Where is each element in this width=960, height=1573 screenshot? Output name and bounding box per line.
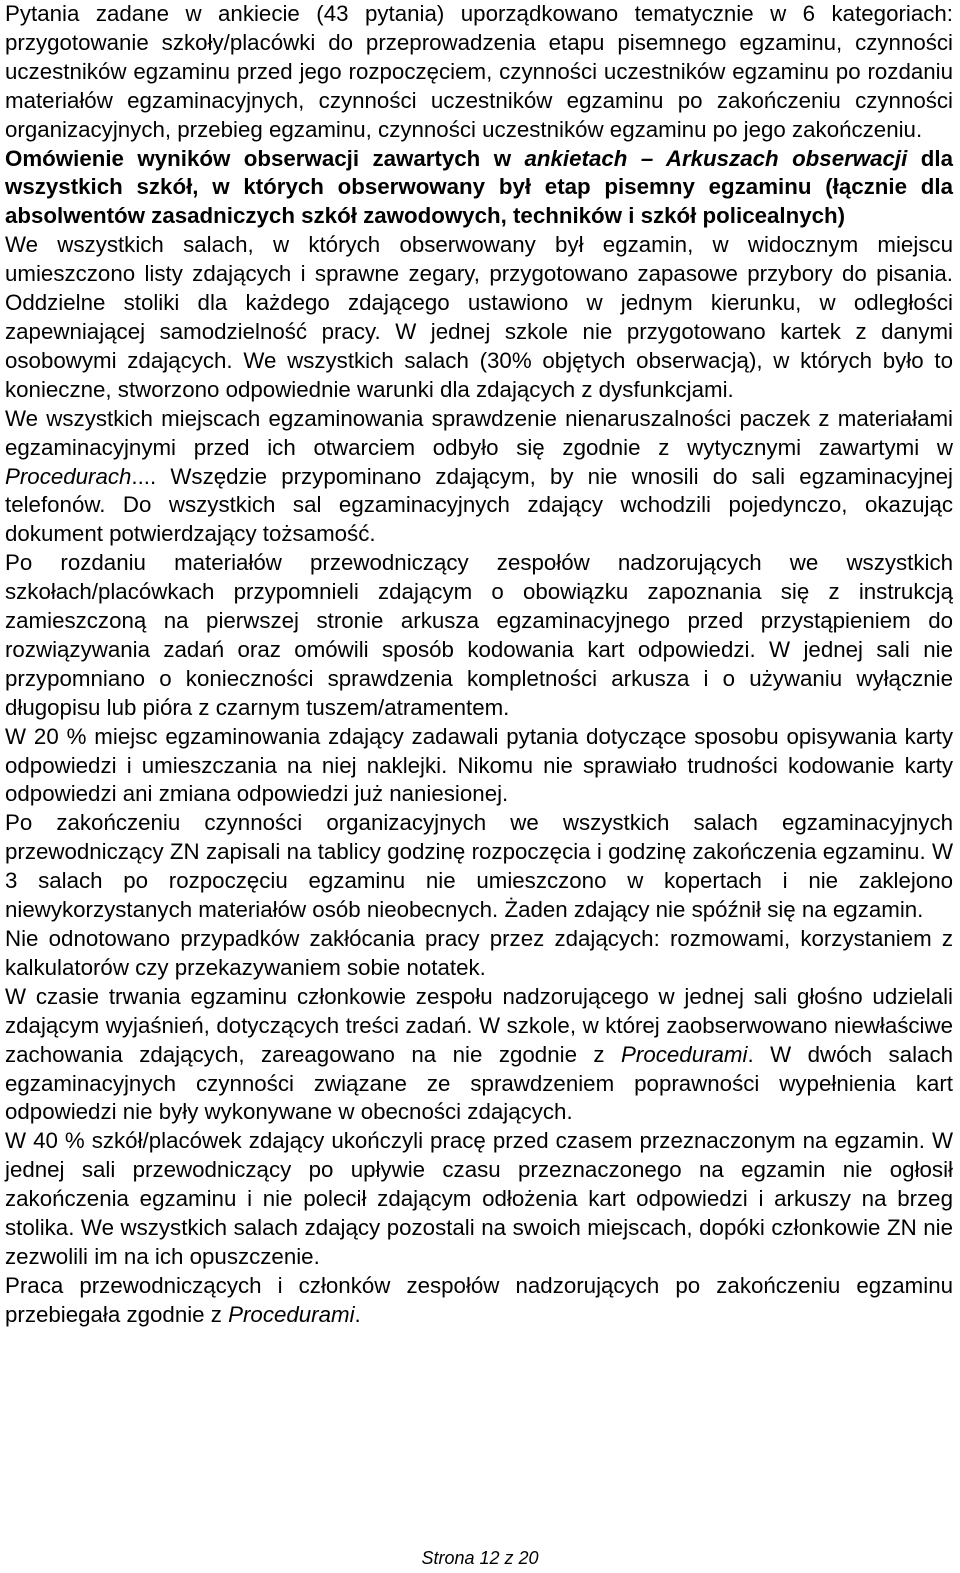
paragraph-packages <box>5 405 953 550</box>
document-body <box>5 0 953 1330</box>
paragraph-summary-text-2: . <box>354 1301 361 1327</box>
heading-text-1: Omówienie wyników obserwacji zawartych w <box>5 145 525 171</box>
paragraph-summary-text-1: Praca przewodniczących i członków zespołów nadzorujących po zakończeniu egzaminu przebiegała zgodnie z <box>5 1272 953 1327</box>
paragraph-summary <box>5 1272 953 1330</box>
paragraph-during-exam <box>5 983 953 1128</box>
heading-italic-text: ankietach – Arkuszach obserwacji <box>524 145 908 171</box>
paragraph-rooms: We wszystkich salach, w których obserwowany był egzamin, w widocznym miejscu umieszczono listy zdających i sprawne zegary, przygotowano zapasowe przybory do pisania. Oddzielne stoliki dla każdego zdającego ustawiono w jednym kierunku, w odległości zapewniającej samodzielność pracy. W jednej szkole nie przygotowano kartek z danymi osobowymi zdających. We wszystkich salach (30% objętych obserwacją), w których było to konieczne, stworzono odpowiednie warunki dla zdających z dysfunkcjami. <box>5 232 953 402</box>
paragraph-during-exam-text-1: W czasie trwania egzaminu członkowie zespołu nadzorującego w jednej sali głośno udzielali zdającym wyjaśnień, dotyczących treści zadań. W szkole, w której zaobserwowano niewłaściwe zachowania zdających, zareagowano na nie zgodnie z <box>5 983 953 1067</box>
paragraph-during-exam-text-2: . W dwóch salach egzaminacyjnych czynności związane ze sprawdzeniem poprawności wypełnienia kart odpowiedzi nie były wykonywane w obecności zdających. <box>5 1041 953 1125</box>
heading-text-2: dla wszystkich szkół, w których obserwowany był etap pisemny egzaminu (łącznie dla absolwentów zasadniczych szkół zawodowych, techników i szkół policealnych) <box>5 145 953 229</box>
paragraph-during-exam-italic: Procedurami <box>621 1041 748 1067</box>
page-number: Strona 12 z 20 <box>421 1548 539 1568</box>
section-heading <box>5 145 953 232</box>
paragraph-organization: Po zakończeniu czynności organizacyjnych we wszystkich salach egzaminacyjnych przewodniczący ZN zapisali na tablicy godzinę rozpoczęcia i godzinę zakończenia egzaminu. W 3 salach po rozpoczęciu egzaminu nie umieszczono w kopertach i nie zaklejono niewykorzystanych materiałów osób nieobecnych. Żaden zdający nie spóźnił się na egzamin. <box>5 810 953 923</box>
paragraph-no-disruption: Nie odnotowano przypadków zakłócania pracy przez zdających: rozmowami, korzystaniem z kalkulatorów czy przekazywaniem sobie notatek. <box>5 926 953 980</box>
paragraph-materials: Po rozdaniu materiałów przewodniczący zespołów nadzorujących we wszystkich szkołach/placówkach przypomnieli zdającym o obowiązku zapoznania się z instrukcją zamieszczoną na pierwszej stronie arkusza egzaminacyjnego przed przystąpieniem do rozwiązywania zadań oraz omówili sposób kodowania kart odpowiedzi. W jednej sali nie przypomniano o konieczności sprawdzenia kompletności arkusza i o używaniu wyłącznie długopisu lub pióra z czarnym tuszem/atramentem. <box>5 550 953 720</box>
paragraph-packages-text-1: We wszystkich miejscach egzaminowania sprawdzenie nienaruszalności paczek z materiałami egzaminacyjnymi przed ich otwarciem odbyło się zgodnie z wytycznymi zawartymi w <box>5 405 953 460</box>
paragraph-packages-italic: Procedurach <box>5 463 132 489</box>
paragraph-finish: W 40 % szkół/placówek zdający ukończyli pracę przed czasem przeznaczonym na egzamin. W jednej sali przewodniczący po upływie czasu przeznaczonego na egzamin nie ogłosił zakończenia egzaminu i nie polecił zdającym odłożenia kart odpowiedzi i arkuszy na brzeg stolika. We wszystkich salach zdający pozostali na swoich miejscach, dopóki członkowie ZN nie zezwolili im na ich opuszczenie. <box>5 1128 953 1269</box>
paragraph-packages-text-2: .... Wszędzie przypominano zdającym, by nie wnosili do sali egzaminacyjnej telefonów. Do wszystkich sal egzaminacyjnych zdający wchodzili pojedynczo, okazując dokument potwierdzający tożsamość. <box>5 463 953 547</box>
paragraph-summary-italic: Procedurami <box>228 1301 355 1327</box>
paragraph-survey-categories: Pytania zadane w ankiecie (43 pytania) uporządkowano tematycznie w 6 kategoriach: przygotowanie szkoły/placówki do przeprowadzenia etapu pisemnego egzaminu, czynności uczestników egzaminu przed jego rozpoczęciem, czynności uczestników egzaminu po rozdaniu materiałów egzaminacyjnych, czynności uczestników egzaminu po zakończeniu czynności organizacyjnych, przebieg egzaminu, czynności uczestników egzaminu po jego zakończeniu. <box>5 1 953 142</box>
paragraph-questions: W 20 % miejsc egzaminowania zdający zadawali pytania dotyczące sposobu opisywania karty odpowiedzi i umieszczania na niej naklejki. Nikomu nie sprawiało trudności kodowanie karty odpowiedzi ani zmiana odpowiedzi już naniesionej. <box>5 723 953 807</box>
